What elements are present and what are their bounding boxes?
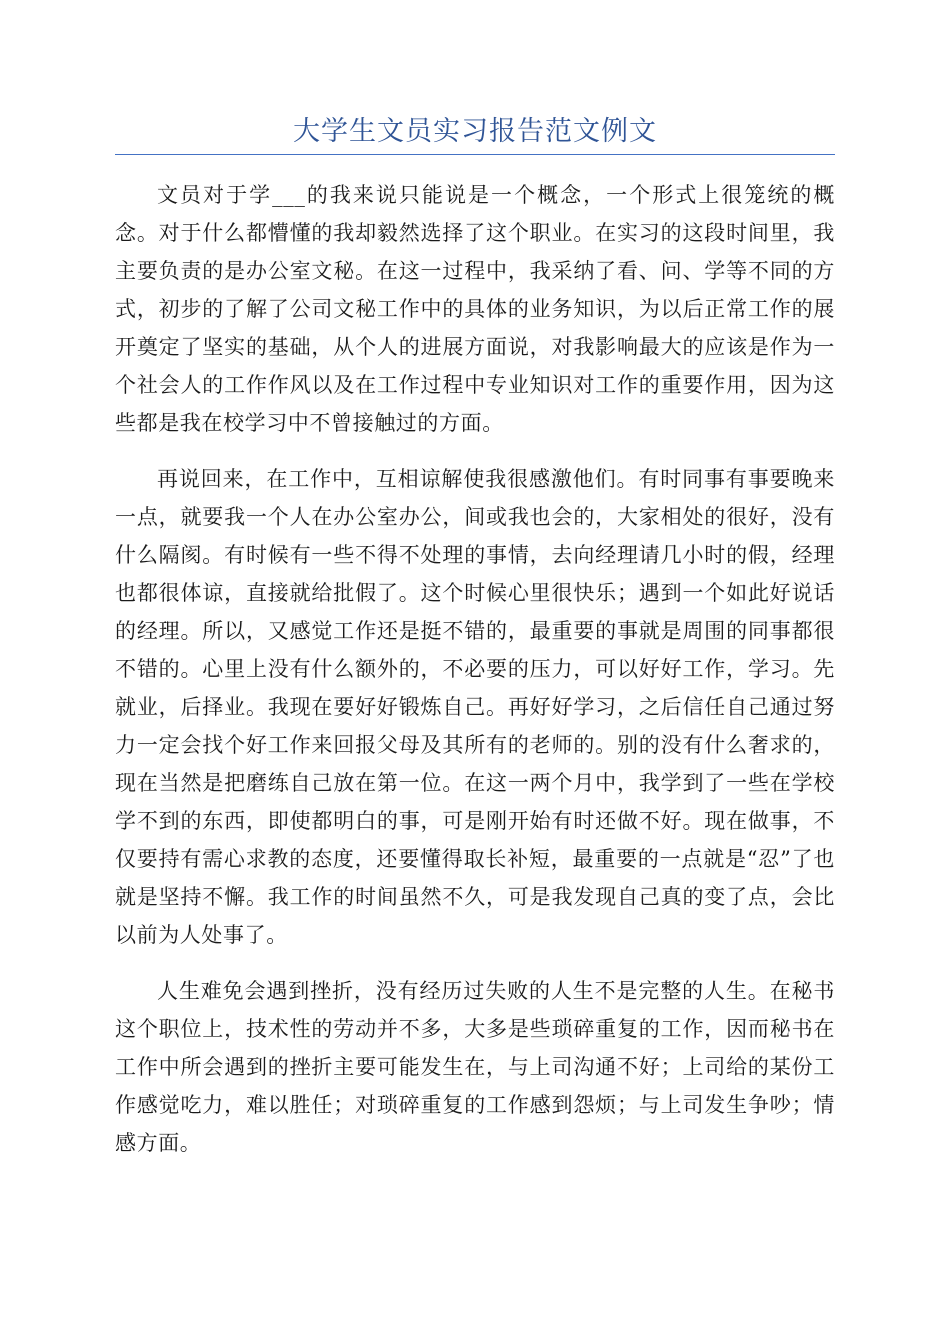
paragraph-1: 文员对于学___的我来说只能说是一个概念，一个形式上很笼统的概念。对于什么都懵懂的我却毅然选择了这个职业。在实习的这段时间里，我主要负责的是办公室文秘。在这一过程中，我采纳了看、问、学等不同的方式，初步的了解了公司文秘工作中的具体的业务知识，为以后正常工作的展开奠定了坚实的基础，从个人的进展方面说，对我影响最大的应该是作为一个社会人的工作作风以及在工作过程中专业知识对工作的重要作用，因为这些都是我在校学习中不曾接触过的方面。	[115, 183, 835, 435]
paragraph-3: 人生难免会遇到挫折，没有经历过失败的人生不是完整的人生。在秘书这个职位上，技术性的劳动并不多，大多是些琐碎重复的工作，因而秘书在工作中所会遇到的挫折主要可能发生在，与上司沟通不好；上司给的某份工作感觉吃力，难以胜任；对琐碎重复的工作感到怨烦；与上司发生争吵；情感方面。	[115, 979, 835, 1155]
paragraph-2: 再说回来，在工作中，互相谅解使我很感激他们。有时同事有事要晚来一点，就要我一个人在办公室办公，间或我也会的，大家相处的很好，没有什么隔阂。有时候有一些不得不处理的事情，去向经理请几小时的假，经理也都很体谅，直接就给批假了。这个时候心里很快乐；遇到一个如此好说话的经理。所以，又感觉工作还是挺不错的，最重要的事就是周围的同事都很不错的。心里上没有什么额外的，不必要的压力，可以好好工作，学习。先就业，后择业。我现在要好好锻炼自己。再好好学习，之后信任自己通过努力一定会找个好工作来回报父母及其所有的老师的。别的没有什么奢求的，现在当然是把磨练自己放在第一位。在这一两个月中，我学到了一些在学校学不到的东西，即使都明白的事，可是刚开始有时还做不好。现在做事，不仅要持有需心求教的态度，还要懂得取长补短，最重要的一点就是“忍”了也就是坚持不懈。我工作的时间虽然不久，可是我发现自己真的变了点，会比以前为人处事了。	[115, 467, 835, 947]
title-underline	[115, 154, 835, 155]
document-title: 大学生文员实习报告范文例文	[293, 116, 657, 147]
document-body	[115, 176, 835, 1180]
